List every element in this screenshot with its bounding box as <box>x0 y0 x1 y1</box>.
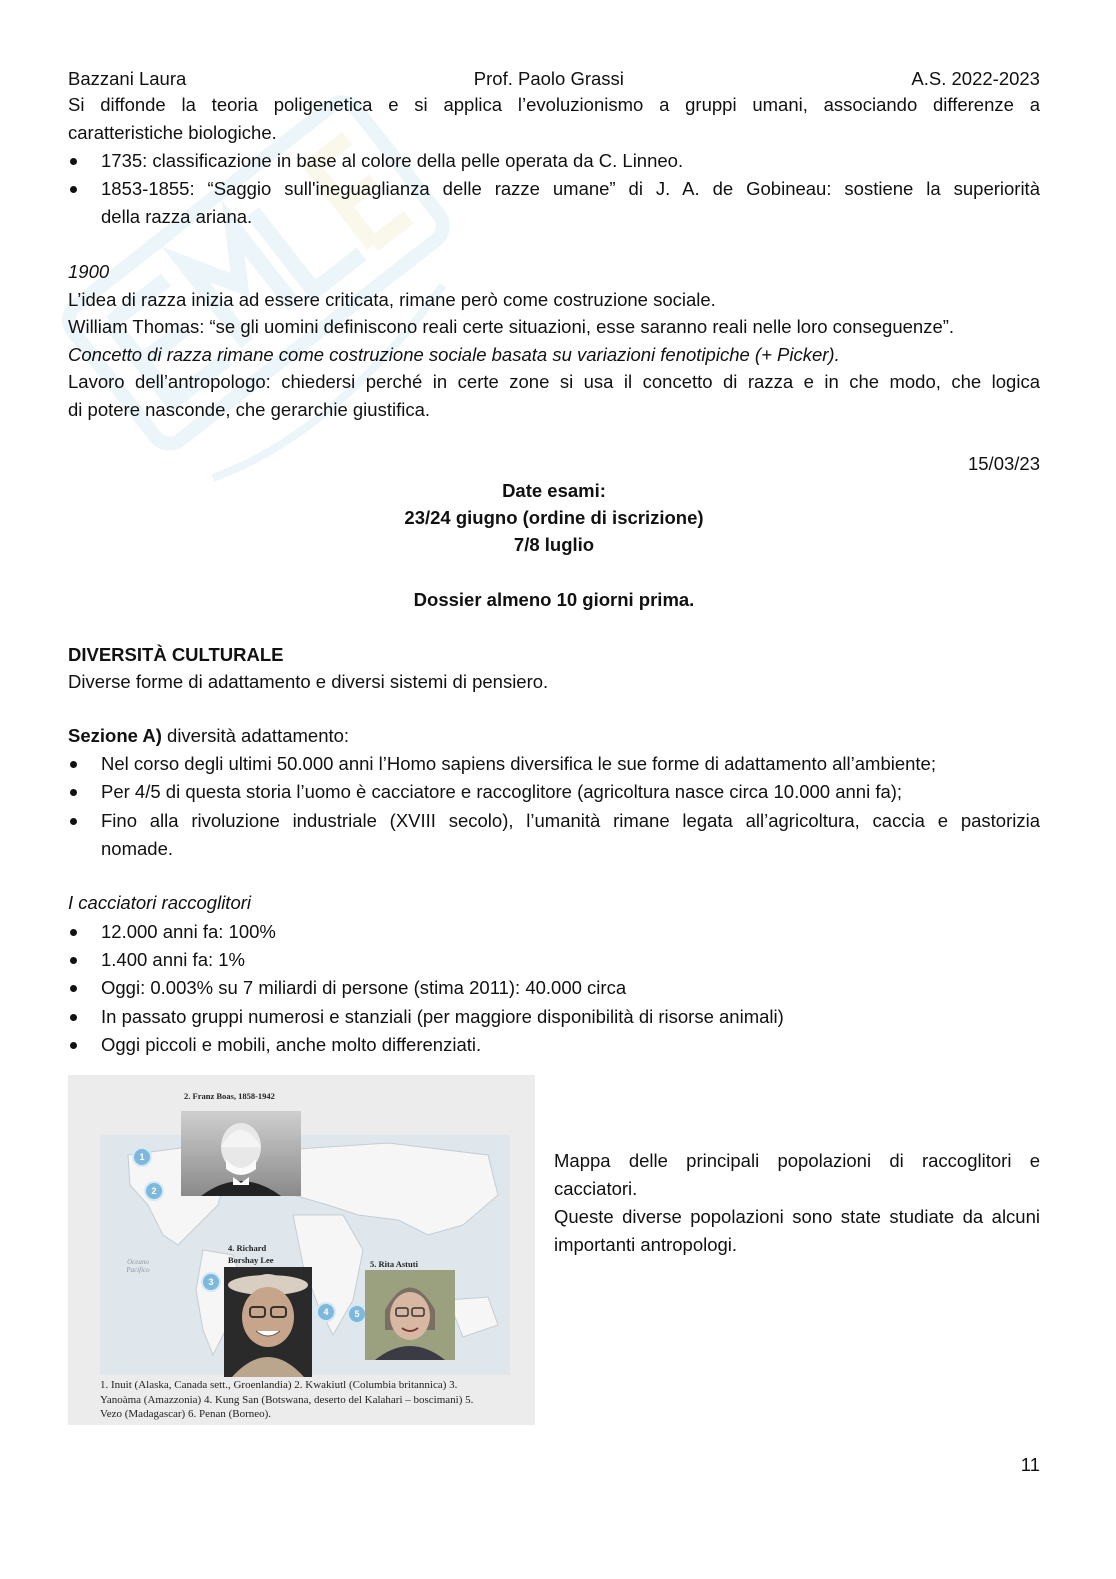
label-rita-astuti: 5. Rita Astuti <box>370 1259 418 1269</box>
section-heading-1900: 1900 <box>68 261 110 282</box>
paragraph: Mappa delle principali popolazioni di raccoglitori e cacciatori. <box>554 1150 1040 1199</box>
map-marker: 5 <box>347 1304 367 1324</box>
person-icon <box>365 1270 455 1360</box>
bullet-dot <box>70 761 77 768</box>
bullet-dot <box>70 957 77 964</box>
paragraph: L’idea di razza inizia ad essere criticata, rimane però come costruzione sociale. <box>68 289 716 310</box>
exam-date-2: 7/8 luglio <box>513 534 595 555</box>
bullet-dot <box>70 1042 77 1049</box>
list-item: 1853-1855: “Saggio sull'ineguaglianza delle razze umane” di J. A. de Gobineau: sostiene la superiorità della razza ariana. <box>68 175 1040 231</box>
exam-date-1: 23/24 giugno (ordine di iscrizione) <box>404 507 704 528</box>
page-number: 11 <box>1020 1454 1040 1475</box>
paragraph: di potere nasconde, che gerarchie giustifica. <box>68 399 430 420</box>
map-marker: 1 <box>132 1147 152 1167</box>
bullet-dot <box>70 186 77 193</box>
list-item: Nel corso degli ultimi 50.000 anni l’Homo sapiens diversifica le sue forme di adattamento all’ambiente; <box>68 750 1040 778</box>
anthropologists-map-figure <box>68 1075 535 1425</box>
header-year: A.S. 2022-2023 <box>911 68 1040 89</box>
portrait-rita-astuti <box>365 1270 455 1360</box>
list-item: 1735: classificazione in base al colore della pelle operata da C. Linneo. <box>68 147 1040 175</box>
list-item: Oggi piccoli e mobili, anche molto differenziati. <box>68 1031 1040 1059</box>
diversity-heading: DIVERSITÀ CULTURALE <box>68 644 284 665</box>
bullet-dot <box>70 985 77 992</box>
lecture-date: 15/03/23 <box>967 453 1040 474</box>
figure-description <box>554 1147 1040 1259</box>
bullet-dot <box>70 1014 77 1021</box>
bullet-dot <box>70 789 77 796</box>
paragraph: Lavoro dell’antropologo: chiedersi perché in certe zone si usa il concetto di razza e in che modo, che logica <box>68 371 1040 392</box>
page-header <box>68 68 1040 90</box>
dossier-note: Dossier almeno 10 giorni prima. <box>413 589 695 610</box>
header-author: Bazzani Laura <box>68 68 187 89</box>
list-item: Fino alla rivoluzione industriale (XVIII secolo), l’umanità rimane legata all’agricoltura, caccia e pastorizia nomade. <box>68 807 1040 863</box>
paragraph: William Thomas: “se gli uomini definiscono reali certe situazioni, esse saranno reali nelle loro conseguenze”. <box>68 316 955 337</box>
map-marker: 2 <box>144 1181 164 1201</box>
label-richard-lee-1: 4. Richard <box>228 1243 267 1253</box>
intro-line-1: Si diffonde la teoria poligenetica e si applica l’evoluzionismo a gruppi umani, associando differenze a <box>68 94 1040 115</box>
header-professor: Prof. Paolo Grassi <box>473 68 624 89</box>
list-item: Per 4/5 di questa storia l’uomo è cacciatore e raccoglitore (agricoltura nasce circa 10.000 anni fa); <box>68 778 1040 806</box>
list-item: Oggi: 0.003% su 7 miliardi di persone (stima 2011): 40.000 circa <box>68 974 1040 1002</box>
map-marker: 4 <box>316 1302 336 1322</box>
exams-title: Date esami: <box>502 480 606 501</box>
portrait-franz-boas <box>181 1111 301 1196</box>
intro-line-2: caratteristiche biologiche. <box>68 122 277 143</box>
list-item: 1.400 anni fa: 1% <box>68 946 1040 974</box>
portrait-richard-lee <box>224 1267 312 1377</box>
list-item: In passato gruppi numerosi e stanziali (per maggiore disponibilità di risorse animali) <box>68 1003 1040 1031</box>
ocean-label: Oceano Pacifico <box>126 1258 150 1274</box>
person-icon <box>181 1111 301 1196</box>
hunters-heading: I cacciatori raccoglitori <box>68 892 252 913</box>
section-a-heading: Sezione A) diversità adattamento: <box>68 725 350 746</box>
label-franz-boas: 2. Franz Boas, 1858-1942 <box>184 1091 275 1101</box>
figure-caption: 1. Inuit (Alaska, Canada sett., Groenlandia) 2. Kwakiutl (Columbia britannica) 3. Yanoàma (Amazzonia) 4. Kung San (Botswana, deserto del Kalahari – boscimani) 5. Vezo (Madagascar) 6. Penan (Borneo). <box>100 1379 474 1420</box>
paragraph-italic: Concetto di razza rimane come costruzione sociale basata su variazioni fenotipiche (+ Picker). <box>68 344 840 365</box>
label-richard-lee-2: Borshay Lee <box>228 1255 274 1265</box>
bullet-dot <box>70 818 77 825</box>
paragraph: Queste diverse popolazioni sono state studiate da alcuni importanti antropologi. <box>554 1206 1040 1255</box>
person-icon <box>224 1267 312 1377</box>
map-marker: 3 <box>201 1272 221 1292</box>
bullet-dot <box>70 929 77 936</box>
list-item: 12.000 anni fa: 100% <box>68 918 1040 946</box>
diversity-description: Diverse forme di adattamento e diversi sistemi di pensiero. <box>68 671 549 692</box>
bullet-dot <box>70 158 77 165</box>
